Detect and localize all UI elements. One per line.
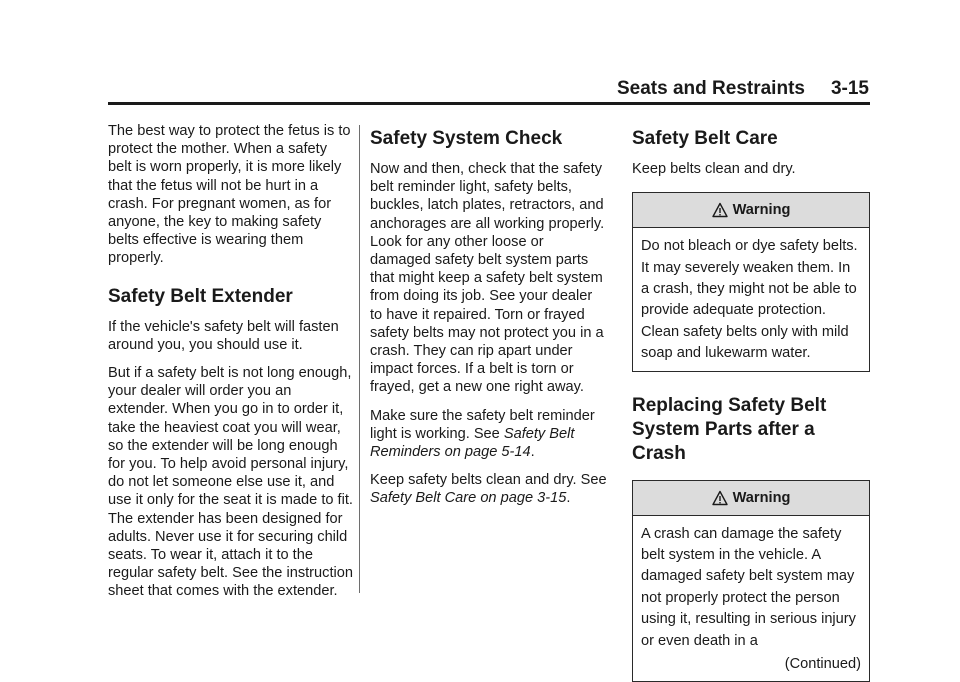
column-divider [359,125,360,593]
reminder-paragraph [370,407,608,462]
belt-care-heading: Safety Belt Care [632,128,778,149]
warning-box-crash [632,480,870,682]
warning-title: Warning [732,202,791,219]
system-check-heading: Safety System Check [370,128,563,149]
section-title: Seats and Restraints [617,78,805,99]
page-number: 3-15 [830,78,869,99]
column-left [108,122,353,611]
warning-box-bleach [632,192,870,371]
system-check-paragraph: Now and then, check that the safety belt reminder light, safety belts, buckles, latch plates, retractors, and anchorages are all working properly. Look for any other loose or damaged safety belt system parts that might keep a safety belt system from doing its job. See your dealer to have it repaired. Torn or frayed safety belts may not protect you in a crash. They can rip apart under impact forces. If a belt is torn or frayed, get a new one right away. [370,161,605,396]
care-reference-link[interactable]: Safety Belt Care on page 3-15 [370,490,567,507]
warning-title: Warning [732,489,791,506]
warning-triangle-icon [712,490,728,506]
warning-body [633,516,869,682]
page-header [0,78,869,100]
care-ref-text: Keep safety belts clean and dry. See [370,472,607,489]
care-ref-period: . [566,490,571,507]
reminder-period: . [530,444,535,461]
warning-header [633,481,869,516]
pregnancy-paragraph: The best way to protect the fetus is to protect the mother. When a safety belt is worn properly, it is more likely that the fetus will not be hurt in a crash. For pregnant women, as for anyone, the key to making safety belts effective is wearing them properly. [108,123,351,267]
warning-text: A crash can damage the safety belt system in the vehicle. A damaged safety belt system may not properly protect the person using it, resulting in serious injury or even death in a [641,525,856,649]
header-rule [108,102,870,105]
replacing-parts-heading: Replacing Safety Belt System Parts after a Crash [632,394,827,464]
extender-heading: Safety Belt Extender [108,285,293,307]
column-middle [370,122,608,518]
reminder-text: Make sure the safety belt reminder light is working. See [370,407,595,442]
reminder-reference-link[interactable]: Safety Belt Reminders on page 5-14 [370,425,575,461]
warning-triangle-icon [712,202,728,218]
continued-label: (Continued) [784,656,861,673]
belt-care-paragraph: Keep belts clean and dry. [632,161,796,177]
care-ref-paragraph [370,471,608,507]
warning-header [633,193,869,228]
column-right [632,122,870,682]
extender-paragraph-2: But if a safety belt is not long enough, your dealer will order you an extender. When you go in to order it, take the heaviest coat you will wear, so the extender will be long enough for you. To help avoid personal injury, do not let someone else use it, and use it only for the seat it is made to fit. The extender has been designed for adults. Never use it for securing child seats. To wear it, attach it to the regular safety belt. See the instruction sheet that comes with the extender. [108,365,353,600]
warning-body: Do not bleach or dye safety belts. It may severely weaken them. In a crash, they might not be able to provide adequate protection. Clean safety belts only with mild soap and lukewarm water. [641,238,858,362]
extender-paragraph-1: If the vehicle's safety belt will fasten around you, you should use it. [108,318,339,353]
